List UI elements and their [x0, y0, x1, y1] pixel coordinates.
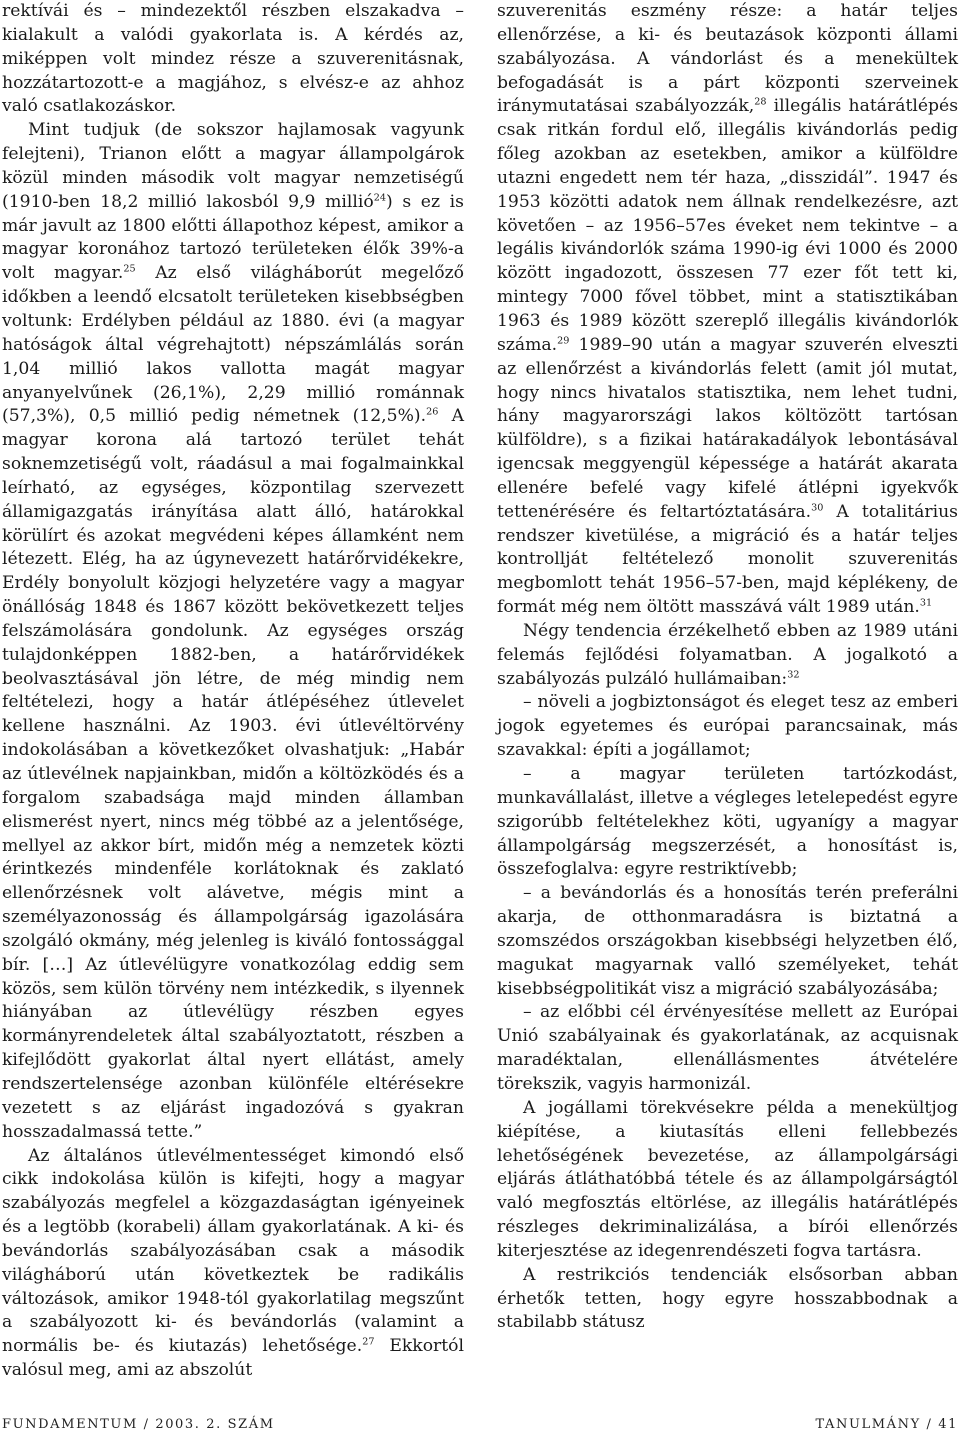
footnote-ref: 31 [919, 597, 933, 609]
footnote-ref: 32 [787, 668, 800, 680]
text-run: Az első világháborút megelőző időkben a leendő elcsatolt területeken kisebbségben voltunk: Erdélyben például az 1880. évi (a magyar hatóságok által végrehajtott) népszámlálás során 1,04 millió lakos vallotta magát magyar anyanyelvűnek (26,1%), 2,29 millió románnak (57,3%), 0,5 millió pedig németnek (12,5%). [2, 263, 464, 427]
footnote-ref: 24 [373, 192, 386, 204]
text-run: A totalitárius rendszer kivetülése, a migráció és a határ teljes kontrollját feltételező monolit szuverenitás megbomlott tehát 1956–57-ben, majd képlékeny, de formát még nem öltött masszává vált 1989 után. [497, 501, 958, 618]
text-run: szuverenitás eszmény része: a határ teljes ellenőrzése, a ki- és beutazások központi állami szabályozása. A vándorlást és a menekültek befogadását is a párt központi szerveinek iránymutatásai szabályozzák, [497, 1, 958, 117]
list-item: – a magyar területen tartózkodást, munkavállalást, illetve a végleges letelepedést egyre szigorúbb feltételekhez köti, ugyanígy a magyar állampolgárság megszerzését, a honosítást is, összefoglalva: egyre restriktívebb; [497, 764, 958, 880]
text-run: ) s ez is már javult az 1800 előtti állapothoz képest, amikor a magyar koronához tartozó területeken élők 39%-a volt magyar. [2, 191, 464, 284]
footnote-ref: 25 [123, 263, 136, 275]
footnote-ref: 26 [426, 406, 439, 418]
text-run: Négy tendencia érzékelhető ebben az 1989 utáni felemás fejlődési folyamatban. A jogalkotó a szabályozás pulzáló hullámaiban: [497, 620, 958, 689]
paragraph [2, 1145, 464, 1383]
footnote-ref: 27 [362, 1336, 375, 1348]
paragraph [2, 119, 464, 1144]
paragraph [497, 620, 958, 692]
text-run: Ekkortól valósul meg, ami az abszolút [2, 1336, 465, 1381]
paragraph: rektívái és – mindezektől részben elszakadva – kialakult a valódi gyakorlata is. A kérdés az, miképpen volt mindez része a szuverenitásnak, hozzátartozott-e a magjához, s elvész-e az ahhoz való csatlakozáskor. [2, 1, 464, 117]
right-column [497, 0, 958, 1335]
text-run: 1989–90 után a magyar szuverén elveszti az ellenőrzést a kivándorlás felett (amit jól mutat, hogy nincs hivatalos statisztika, nem lehet tudni, hány magyarországi lakos költözött tartósan külföldre), s a fizikai határakadályok lebontásával igencsak meggyengül képessége a határát akarata ellenére befelé vagy kifelé átlépni igyekvők tettenérésére és feltartóztatására. [497, 334, 958, 522]
left-column [2, 0, 464, 1383]
footer-page-number: TANULMÁNY / 41 [815, 1417, 958, 1432]
footnote-ref: 30 [811, 501, 824, 513]
list-item: – az előbbi cél érvényesítése mellett az Európai Unió szabályainak és gyakorlatának, az acquisnak maradéktalan, ellenállásmentes átvételére törekszik, vagyis harmonizál. [497, 1002, 958, 1094]
text-run: Az általános útlevélmentességet kimondó első cikk indokolása külön is kifejti, hogy a magyar szabályozás megfelel a közgazdaságtan igényeinek és a legtöbb (korabeli) állam gyakorlatának. A ki- és bevándorlás szabályozásában csak a második világháború után következtek be radikális változások, amikor 1948-tól gyakorlatilag megszűnt a szabályozott ki- és bevándorlás (valamint a normális be- és kiutazás) lehetősége. [2, 1145, 464, 1357]
text-run: illegális határátlépés csak ritkán fordul elő, illegális kivándorlás pedig főleg azokban az esetekben, amikor a külföldre utazni engedett nem tér haza, „disszidál”. 1947 és 1953 közötti adatok nem állnak rendelkezésre, azt követően – az 1956–57es éveket nem tekintve – a legális kivándorlók száma 1990-ig évi 1000 és 2000 között ingadozott, összesen 77 ezer főt tett ki, mintegy 7000 fővel többet, mint a statisztikában 1963 és 1989 között szereplő illegális kivándorlók száma. [497, 96, 959, 355]
paragraph: A restrikciós tendenciák elsősorban abban érhetők tetten, hogy egyre hosszabbodnak a stabilabb státusz [497, 1264, 958, 1333]
text-run: Mint tudjuk (de sokszor hajlamosak vagyunk felejteni), Trianon előtt a magyar állampolgárok közül minden második volt magyar nemzetiségű (1910-ben 18,2 millió lakosból 9,9 millió [2, 120, 464, 212]
paragraph: A jogállami törekvésekre példa a menekültjog kiépítése, a kiutasítás elleni fellebbezés lehetőségének bevezetése, az állampolgársági eljárás átláthatóbbá tétele és az állampolgárságtól való megfosztás eltörlése, az illegális határátlépés részleges dekriminalizálása, a bírói ellenőrzés kiterjesztése az idegenrendészeti fogva tartásra. [497, 1097, 958, 1261]
text-run: A magyar korona alá tartozó terület tehát soknemzetiségű volt, ráadásul a mai fogalmainkkal leírható, az egységes, központilag szervezett államigazgatás irányítása alatt álló, határokkal körülírt és azokat megvédeni képes államként nem létezett. Elég, ha az úgynevezett határőrvidékekre, Erdély bonyolult közjogi helyzetére vagy a magyar önállóság 1848 és 1867 között bekövetkezett teljes felszámolására gondolunk. Az egységes ország tulajdonképpen 1882-ben, a határőrvidékek beolvasztásával jön létre, de még mindig nem feltételezi, hogy a határ átlépéséhez útlevelet kellene használni. Az 1903. évi útlevéltörvény indokolásában a következőket olvashatjuk: „Habár az útlevélnek napjainkban, midőn a költözködés és a forgalom szabadsága majd minden államban elismerést nyert, nincs még többé az a jelentősége, mellyel az akkor bírt, midőn még a nemzetek közti érintkezés mindenféle korlátoknak és zaklató ellenőrzésnek volt alávetve, mégis mint a személyazonosság és állampolgárság igazolására szolgáló okmány, még jelenleg is kiváló fontossággal bír. […] Az útlevélügyre vonatkozólag eddig sem közös, sem külön törvény nem intézkedik, s ilyennek hiányában az útlevélügy részben egyes kormányrendeletek által szabályoztatott, részben a kifejlődött gyakorlat által nyert ellátást, amely rendszertelensége azonban különféle eltérésekre vezetett s az eljárást ingadozóvá s gyakran hosszadalmassá tette.” [2, 406, 464, 1142]
paragraph [497, 0, 958, 620]
footer-journal: FUNDAMENTUM / 2003. 2. SZÁM [2, 1417, 275, 1432]
footnote-ref: 28 [754, 96, 767, 108]
footnote-ref: 29 [557, 335, 570, 347]
list-item: – növeli a jogbiztonságot és eleget tesz az emberi jogok egyetemes és európai parancsainak, más szavakkal: építi a jogállamot; [497, 692, 958, 761]
list-item: – a bevándorlás és a honosítás terén preferálni akarja, de otthonmaradásra is biztatná a szomszédos országokban kisebbségi helyzetben élő, magukat magyarnak valló személyeket, tehát kisebbségpolitikát visz a migráció szabályozásába; [497, 883, 958, 999]
